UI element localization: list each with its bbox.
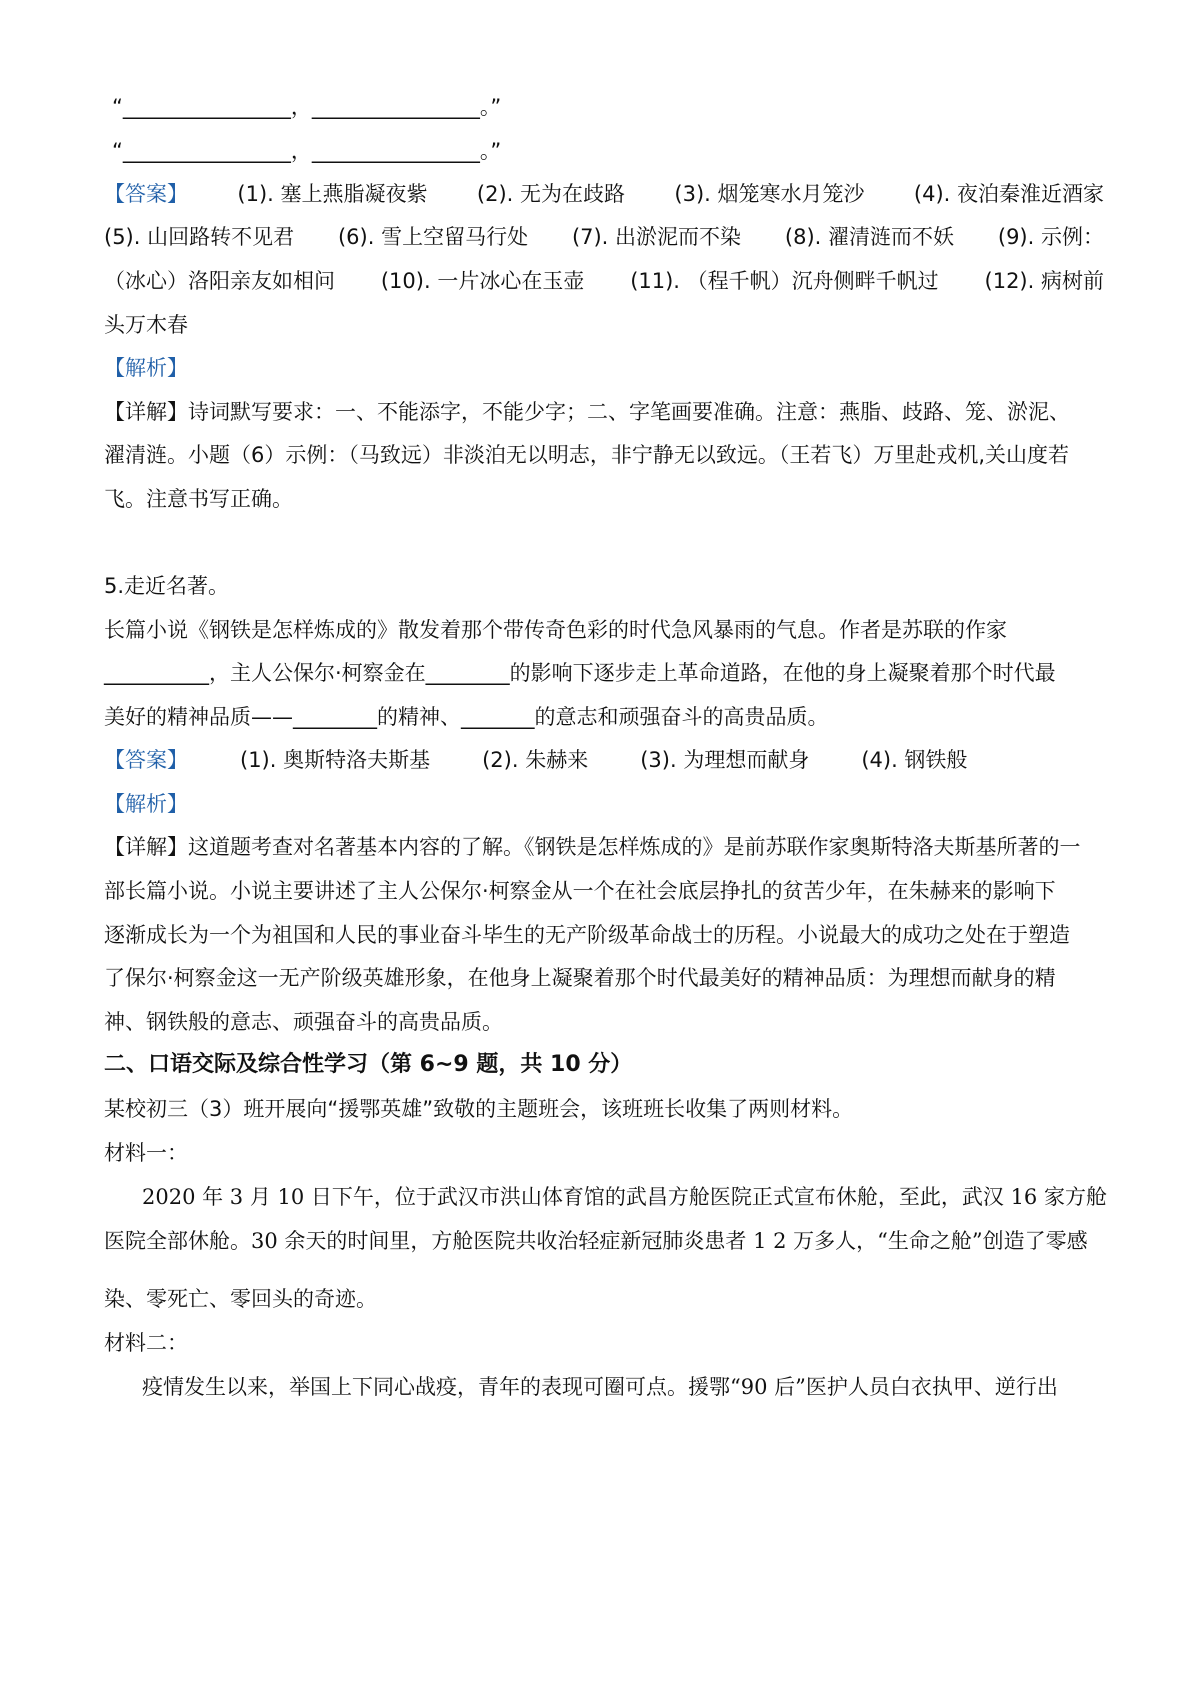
- q4-detail-line: 【详解】诗词默写要求：一、不能添字，不能少字；二、字笔画要准确。注意：燕脂、歧路、笼、淤泥、: [104, 400, 1070, 424]
- q4-answer-row-3: [104, 266, 1104, 296]
- q5-answer-row: [104, 745, 1094, 775]
- q4-detail-line: 飞。注意书写正确。: [104, 487, 293, 511]
- answer-item: (2). 无为在歧路: [476, 182, 625, 206]
- answer-item: (1). 奥斯特洛夫斯基: [240, 748, 431, 772]
- material-1-line: 2020 年 3 月 10 日下午，位于武汉市洪山体育馆的武昌方舱医院正式宣布休舱，至此，武汉 16 家方舱: [142, 1185, 1107, 1209]
- answer-item: (11). （程千帆）沉舟侧畔千帆过: [630, 269, 939, 293]
- answer-item: (9). 示例：: [997, 225, 1104, 249]
- answer-item: (7). 出淤泥而不染: [571, 225, 742, 249]
- q5-body-line: 美好的精神品质——________的精神、_______的意志和顽强奋斗的高贵品质。: [104, 705, 829, 729]
- answer-item: (8). 濯清涟而不妖: [784, 225, 955, 249]
- answer-item: (2). 朱赫来: [482, 748, 589, 772]
- answer-item: （冰心）洛阳亲友如相问: [104, 269, 335, 293]
- material-1-line: 医院全部休舱。30 余天的时间里，方舱医院共收治轻症新冠肺炎患者 1 2 万多人，“生命之舱”创造了零感: [104, 1229, 1088, 1253]
- q5-detail-line: 了保尔·柯察金这一无产阶级英雄形象，在他身上凝聚着那个时代最美好的精神品质：为理想而献身的精: [104, 966, 1056, 990]
- answer-item: (6). 雪上空留马行处: [337, 225, 529, 249]
- material-1-label: 材料一：: [104, 1141, 188, 1165]
- section-intro: 某校初三（3）班开展向“援鄂英雄”致敬的主题班会，该班班长收集了两则材料。: [104, 1097, 854, 1121]
- analysis-label: 【解析】: [104, 792, 188, 816]
- answer-item: (4). 钢铁般: [861, 748, 968, 772]
- q4-answer-row-1: [104, 179, 1104, 209]
- blank-line-2: “________________，________________。”: [112, 139, 502, 163]
- material-2-label: 材料二：: [104, 1331, 188, 1355]
- q4-answer-row-4: 头万木春: [104, 313, 188, 337]
- q5-detail-line: 【详解】这道题考查对名著基本内容的了解。《钢铁是怎样炼成的》是前苏联作家奥斯特洛夫斯基所著的一: [104, 835, 1081, 859]
- material-2-line: 疫情发生以来，举国上下同心战疫，青年的表现可圈可点。援鄂“90 后”医护人员白衣执甲、逆行出: [142, 1375, 1058, 1399]
- answer-item: (1). 塞上燕脂凝夜紫: [237, 182, 428, 206]
- answer-label: 【答案】: [104, 748, 188, 772]
- section-heading: 二、口语交际及综合性学习（第 6~9 题，共 10 分）: [104, 1052, 633, 1077]
- blank-line-1: “________________，________________。”: [112, 95, 502, 119]
- q5-body-line: 长篇小说《钢铁是怎样炼成的》散发着那个带传奇色彩的时代急风暴雨的气息。作者是苏联的作家: [104, 618, 1007, 642]
- q5-detail-line: 神、钢铁般的意志、顽强奋斗的高贵品质。: [104, 1010, 503, 1034]
- answer-label: 【答案】: [104, 182, 188, 206]
- analysis-label: 【解析】: [104, 356, 188, 380]
- q4-detail-line: 濯清涟。小题（6）示例：（马致远）非淡泊无以明志，非宁静无以致远。（王若飞）万里赴戎机,关山度若: [104, 443, 1070, 467]
- answer-item: (4). 夜泊秦淮近酒家: [913, 182, 1104, 206]
- answer-item: (3). 烟笼寒水月笼沙: [674, 182, 865, 206]
- q5-detail-line: 部长篇小说。小说主要讲述了主人公保尔·柯察金从一个在社会底层挣扎的贫苦少年，在朱赫来的影响下: [104, 879, 1056, 903]
- answer-item: (12). 病树前: [984, 269, 1104, 293]
- q5-detail-line: 逐渐成长为一个为祖国和人民的事业奋斗毕生的无产阶级革命战士的历程。小说最大的成功之处在于塑造: [104, 923, 1070, 947]
- q4-answer-row-2: [104, 222, 1104, 252]
- q5-body-line: __________，主人公保尔·柯察金在________的影响下逐步走上革命道路，在他的身上凝聚着那个时代最: [104, 661, 1056, 685]
- answer-item: (3). 为理想而献身: [640, 748, 810, 772]
- q5-title: 5.走近名著。: [104, 574, 230, 598]
- answer-item: (10). 一片冰心在玉壶: [380, 269, 585, 293]
- material-1-line: 染、零死亡、零回头的奇迹。: [104, 1287, 377, 1311]
- answer-item: (5). 山回路转不见君: [104, 225, 295, 249]
